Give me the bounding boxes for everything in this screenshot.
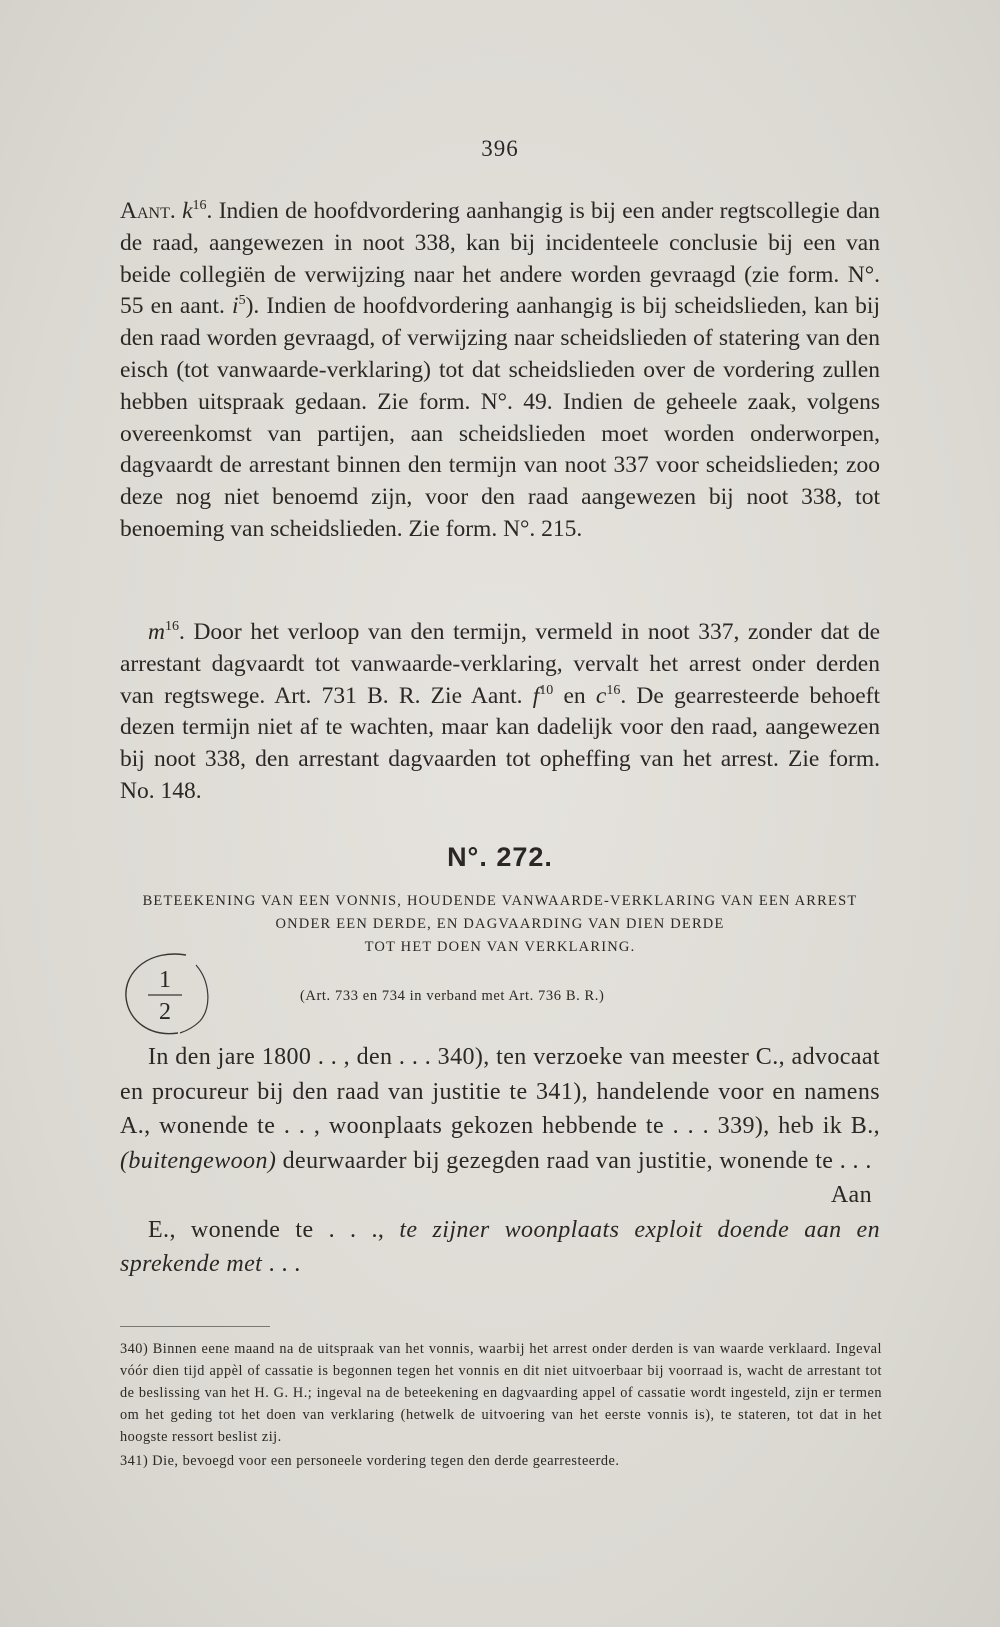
annotation-ref-sup: 16 <box>606 682 621 698</box>
stamp-numerator: 1 <box>159 967 171 993</box>
deed-text-italic: (buitengewoon) <box>120 1147 277 1174</box>
footnote-341: 341) Die, bevoegd voor een personeele vordering tegen den derde gearresteerde. <box>120 1453 620 1469</box>
stamp-denominator: 2 <box>159 999 171 1025</box>
form-heading: N°. 272. <box>447 842 553 872</box>
annotation-text: . Indien de hoofdvordering aanhangig is bij een ander regtscollegie dan de raad, aangewezen in noot 338, kan bij incidenteele conclusie bij een van beide collegiën de verwijzing naar het andere worden gevraagd (zie form. N°. 55 en aant. <box>120 198 880 320</box>
annotation-text-joiner: en <box>553 682 596 709</box>
deed-addressee: Aan <box>830 1182 872 1208</box>
deed-text: E., wonende te . . ., <box>148 1216 400 1243</box>
form-subheading-line-2: TOT HET DOEN VAN VERKLARING. <box>364 939 636 955</box>
annotation-label-sup: 16 <box>164 619 179 635</box>
annotation-ref-sup: 5 <box>238 293 246 309</box>
annotation-text-continued: ). Indien de hoofdvordering aanhangig is bij scheidslieden, kan bij den raad worden gevraagd, of verwijzing naar scheidslieden of statering van den eisch (tot vanwaarde-verklaring) tot dat scheidslieden over de vordering zullen hebben uitspraak gedaan. Zie form. N°. 49. Indien de geheele zaak, volgens overeenkomst van partijen, aan scheidslieden moet worden onderworpen, dagvaardt de arrestant binnen den termijn van noot 337 voor scheidslieden; zoo deze nog niet benoemd zijn, voor den raad aangewezen bij noot 338, tot benoeming van scheidslieden. Zie form. N°. 215. <box>120 293 880 542</box>
footnotes <box>120 1338 882 1472</box>
stamp-left-arc <box>126 954 186 1034</box>
annotation-ref-letter: c <box>595 682 607 709</box>
annotation-text-continued: . De gearresteerde behoeft dezen termijn niet af te wachten, maar kan dadelijk voor den raad, aangewezen bij noot 338, den arrestant dagvaarden tot opheffing van het arrest. Zie form. No. 148. <box>120 682 880 804</box>
annotation-ref-sup: 10 <box>539 682 554 698</box>
deed-paragraph-1 <box>120 1040 880 1178</box>
annotation-k16 <box>120 196 880 546</box>
annotation-label-prefix: Aant. <box>120 198 176 224</box>
deed-paragraph-2 <box>120 1213 880 1282</box>
fraction-stamp <box>120 947 212 1039</box>
footnote-340: 340) Binnen eene maand na de uitspraak van het vonnis, waarbij het arrest onder derden is van waarde verklaard. Ingeval vóór dien tijd appèl of cassatie is begonnen tegen het vonnis en dit niet uitvoerbaar bij voorraad is, wacht de arrestant tot de beslissing van het H. G. H.; ingeval na de beteekening en dagvaarding appel of cassatie wordt ingesteld, zijn er termen om het geding tot het doen van verklaring (hetwelk de uitvoering van het eerste vonnis is), te stateren, tot dat in het hoogste ressort beslist zij. <box>120 1341 882 1445</box>
annotation-text: . Door het verloop van den termijn, vermeld in noot 337, zonder dat de arrestant dagvaardt tot vanwaarde-verklaring, vervalt het arrest onder derden van regtswege. Art. 731 B. R. Zie Aant. <box>120 619 880 709</box>
annotation-ref-letter: f <box>532 682 540 709</box>
deed-text: deurwaarder bij gezegden raad van justitie, wonende te . . . <box>276 1147 872 1174</box>
form-subheading <box>120 890 880 959</box>
annotation-label-letter: m <box>148 619 165 645</box>
annotation-m16 <box>120 617 880 808</box>
deed-text-italic: te zijner woonplaats exploit doende aan en sprekende met <box>120 1216 880 1277</box>
annotation-label-letter: k <box>182 198 193 224</box>
stamp-right-arc <box>180 965 208 1033</box>
footnote-divider <box>120 1326 270 1327</box>
annotation-label-sup: 16 <box>192 198 207 214</box>
deed-text: . . . <box>262 1251 301 1277</box>
annotation-ref-letter: i <box>232 293 239 320</box>
article-reference: (Art. 733 en 734 in verband met Art. 736 B. R.) <box>300 988 605 1004</box>
page-number: 396 <box>481 136 519 161</box>
form-subheading-line-1: BETEEKENING VAN EEN VONNIS, HOUDENDE VANWAARDE-VERKLARING VAN EEN ARREST ONDER EEN DERDE, EN DAGVAARDING VAN DIEN DERDE <box>142 893 858 932</box>
deed-text: In den jare 1800 . . , den . . . 340), ten verzoeke van meester C., advocaat en procureur bij den raad van justitie te 341), handelende voor en namens A., wonende te . . , woonplaats gekozen hebbende te . . . 339), heb ik B., <box>120 1044 880 1139</box>
deed-body <box>120 1040 880 1282</box>
